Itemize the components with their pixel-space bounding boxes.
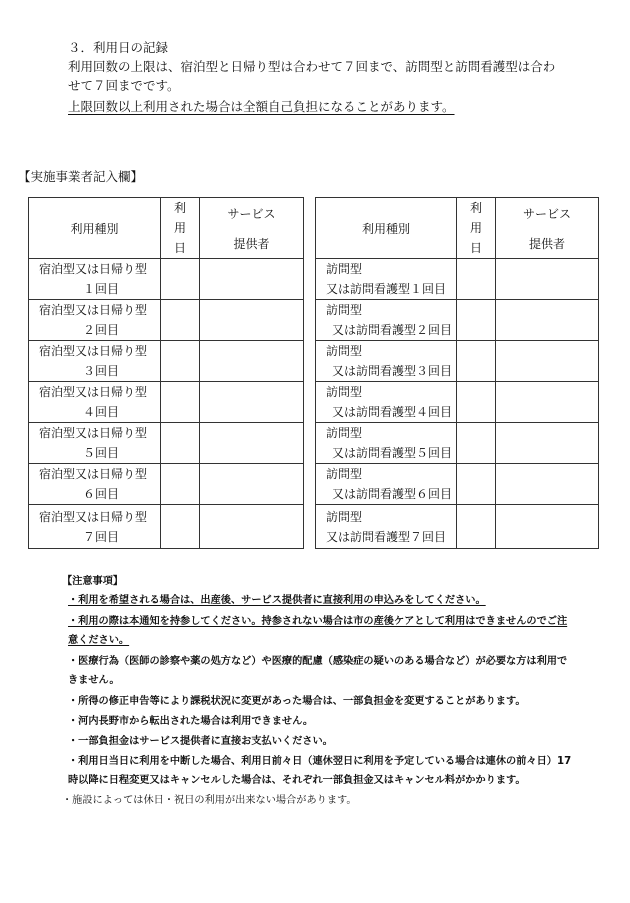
usage-day-cell[interactable]	[457, 505, 496, 549]
table-row	[29, 382, 304, 423]
note-item: ・施設によっては休日・祝日の利用が出来ない場合があります。	[62, 795, 357, 806]
row-label-line2: 又は訪問看護型３回目	[332, 364, 453, 378]
usage-day-cell[interactable]	[457, 464, 496, 505]
header-provider	[200, 198, 304, 259]
row-label	[29, 382, 161, 423]
table-row	[316, 464, 599, 505]
table-row	[29, 300, 304, 341]
provider-cell[interactable]	[496, 259, 599, 300]
limit-text-line1: 利用回数の上限は、宿泊型と日帰り型は合わせて７回まで、訪問型と訪問看護型は合わ	[68, 59, 556, 74]
table-row	[29, 341, 304, 382]
row-label-line1: 宿泊型又は日帰り型	[39, 385, 148, 399]
header-provider-line1: サービス	[522, 206, 571, 221]
header-provider	[496, 198, 599, 259]
row-label-line1: 訪問型	[326, 303, 363, 317]
row-label	[29, 341, 161, 382]
section-title: ３．利用日の記録	[68, 40, 169, 55]
table-row	[316, 505, 599, 549]
provider-cell[interactable]	[200, 505, 304, 549]
header-provider-line2: 提供者	[528, 236, 565, 251]
usage-day-cell[interactable]	[161, 300, 200, 341]
header-usage-type: 利用種別	[316, 198, 457, 259]
note-item: きません。	[68, 675, 120, 686]
row-label-line1: 宿泊型又は日帰り型	[39, 303, 148, 317]
note-item: ・利用を希望される場合は、出産後、サービス提供者に直接利用の申込みをしてください。	[68, 595, 486, 606]
row-label-line2: 又は訪問看護型４回目	[332, 405, 453, 419]
provider-cell[interactable]	[200, 464, 304, 505]
row-label	[29, 464, 161, 505]
usage-day-cell[interactable]	[457, 382, 496, 423]
provider-cell[interactable]	[496, 464, 599, 505]
row-label-line2: 又は訪問看護型６回目	[332, 487, 453, 501]
row-label-line1: 訪問型	[326, 385, 363, 399]
table-row	[316, 382, 599, 423]
header-day-char: 用	[173, 221, 186, 235]
table-row	[29, 505, 304, 549]
table-row	[316, 423, 599, 464]
row-label-line1: 宿泊型又は日帰り型	[39, 467, 148, 481]
usage-day-cell[interactable]	[161, 505, 200, 549]
row-label-line1: 宿泊型又は日帰り型	[39, 426, 148, 440]
table-row	[29, 259, 304, 300]
header-day-char: 用	[469, 221, 482, 235]
row-label-line2: ４回目	[83, 405, 120, 419]
note-item: ・河内長野市から転出された場合は利用できません。	[68, 716, 314, 727]
provider-cell[interactable]	[496, 382, 599, 423]
usage-day-cell[interactable]	[457, 341, 496, 382]
row-label-line2: ７回目	[83, 529, 120, 544]
row-label-line1: 訪問型	[326, 262, 363, 276]
row-label-line1: 訪問型	[326, 509, 363, 524]
row-label	[316, 382, 457, 423]
self-pay-warning: 上限回数以上利用された場合は全額自己負担になることがあります。	[68, 99, 455, 114]
note-item: 時以降に日程変更又はキャンセルした場合は、それぞれ一部負担金又はキャンセル料がかかります。	[68, 775, 526, 786]
row-label-line1: 宿泊型又は日帰り型	[39, 262, 148, 276]
header-day-char: 日	[173, 241, 186, 255]
row-label-line1: 訪問型	[326, 467, 363, 481]
provider-cell[interactable]	[496, 505, 599, 549]
table-header-row	[316, 198, 599, 259]
header-day-char: 利	[173, 201, 186, 215]
notes-heading: 【注意事項】	[62, 576, 124, 587]
row-label	[29, 300, 161, 341]
usage-day-cell[interactable]	[161, 341, 200, 382]
provider-cell[interactable]	[496, 423, 599, 464]
note-item: ・一部負担金はサービス提供者に直接お支払いください。	[68, 736, 333, 747]
row-label	[29, 505, 161, 549]
header-day-char: 日	[469, 241, 482, 255]
header-provider-line1: サービス	[227, 206, 276, 221]
table-header-row	[29, 198, 304, 259]
provider-cell[interactable]	[496, 341, 599, 382]
usage-day-cell[interactable]	[161, 382, 200, 423]
row-label-line2: １回目	[83, 282, 120, 296]
row-label	[316, 259, 457, 300]
row-label-line2: 又は訪問看護型１回目	[326, 282, 447, 296]
note-item: ・医療行為（医師の診察や薬の処方など）や医療的配慮（感染症の疑いのある場合など）が必要な方は利用で	[68, 656, 568, 667]
header-provider-line2: 提供者	[233, 236, 270, 251]
provider-cell[interactable]	[200, 423, 304, 464]
provider-cell[interactable]	[200, 341, 304, 382]
table-row	[316, 259, 599, 300]
row-label	[29, 423, 161, 464]
usage-day-cell[interactable]	[161, 259, 200, 300]
header-day-char: 利	[469, 201, 482, 215]
provider-cell[interactable]	[496, 300, 599, 341]
limit-text-line2: せて７回までです。	[68, 78, 180, 93]
table-row	[29, 423, 304, 464]
table-row	[316, 341, 599, 382]
row-label-line2: 又は訪問看護型２回目	[332, 323, 453, 337]
note-item: 意ください。	[68, 635, 130, 646]
usage-day-cell[interactable]	[457, 259, 496, 300]
usage-day-cell[interactable]	[161, 423, 200, 464]
table-row	[29, 464, 304, 505]
row-label-line1: 訪問型	[326, 344, 363, 358]
usage-day-cell[interactable]	[457, 300, 496, 341]
row-label-line2: 又は訪問看護型７回目	[326, 529, 447, 544]
provider-panel-title: 【実施事業者記入欄】	[18, 169, 144, 184]
note-item: ・所得の修正申告等により課税状況に変更があった場合は、一部負担金を変更することがあります。	[68, 696, 526, 707]
usage-day-cell[interactable]	[161, 464, 200, 505]
row-label	[316, 300, 457, 341]
row-label-line1: 宿泊型又は日帰り型	[39, 509, 148, 524]
provider-cell[interactable]	[200, 300, 304, 341]
note-item: ・利用の際は本通知を持参してください。持参されない場合は市の産後ケアとして利用はできませんのでご注	[68, 616, 568, 627]
row-label	[316, 341, 457, 382]
row-label	[29, 259, 161, 300]
row-label	[316, 505, 457, 549]
row-label	[316, 423, 457, 464]
row-label-line1: 訪問型	[326, 426, 363, 440]
note-item: ・利用日当日に利用を中断した場合、利用日前々日（連休翌日に利用を予定している場合は連休の前々日）17	[68, 756, 572, 767]
row-label	[316, 464, 457, 505]
row-label-line2: ２回目	[83, 323, 120, 337]
right-usage-table	[315, 197, 599, 549]
row-label-line2: ５回目	[83, 446, 120, 460]
table-row	[316, 300, 599, 341]
header-usage-day	[457, 198, 496, 259]
left-usage-table	[28, 197, 304, 549]
row-label-line2: ３回目	[83, 364, 120, 378]
usage-day-cell[interactable]	[457, 423, 496, 464]
row-label-line2: 又は訪問看護型５回目	[332, 446, 453, 460]
row-label-line2: ６回目	[83, 487, 120, 501]
provider-cell[interactable]	[200, 259, 304, 300]
row-label-line1: 宿泊型又は日帰り型	[39, 344, 148, 358]
header-usage-type: 利用種別	[29, 198, 161, 259]
provider-cell[interactable]	[200, 382, 304, 423]
header-usage-day	[161, 198, 200, 259]
